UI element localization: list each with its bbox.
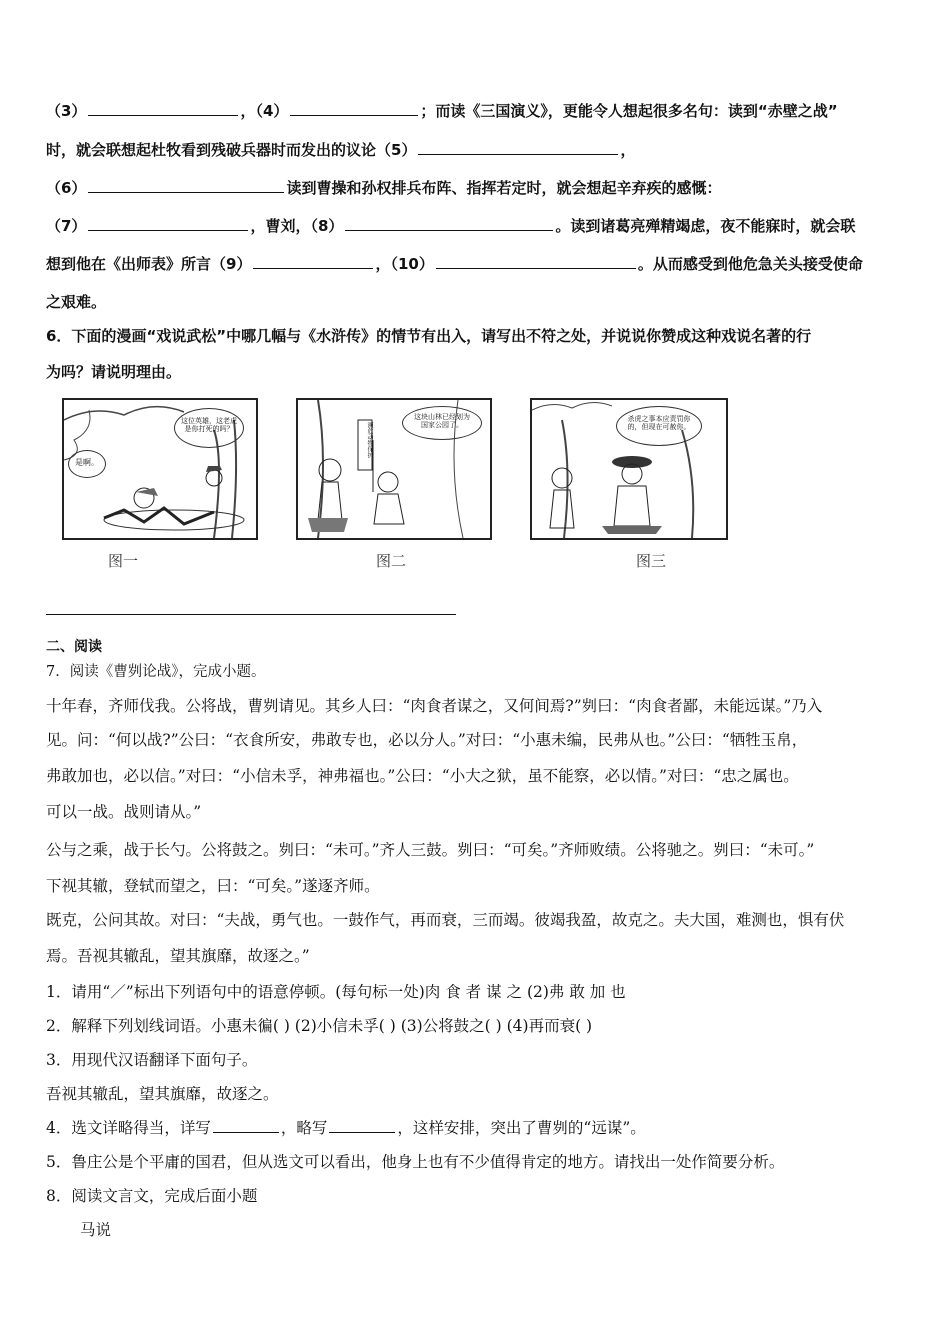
q5-text-1: ；而读《三国演义》，更能令人想起很多名句：读到“赤壁之战”	[420, 102, 838, 120]
comic-panel-3	[530, 398, 728, 540]
q5-label-3: （3）	[46, 102, 87, 120]
sign-board: 濒危动物保护	[366, 422, 373, 458]
q5-text-5: 。从而感受到他危急关头接受使命	[637, 255, 863, 273]
q5-label-4: ，（4）	[240, 102, 289, 120]
answer-blank-detailed[interactable]	[213, 1118, 279, 1133]
passage-line-8: 焉。吾视其辙乱，望其旗靡，故逐之。”	[46, 947, 310, 965]
q5-comma: ，	[620, 141, 636, 159]
answer-blank-10[interactable]	[436, 254, 636, 269]
caption-figure-2: 图二	[376, 552, 407, 570]
speech-bubble-1b: 是啊。	[68, 450, 106, 478]
q5-line-3	[46, 177, 721, 198]
caption-figure-1: 图一	[108, 552, 139, 570]
answer-blank-6[interactable]	[88, 178, 284, 193]
q5-line-5	[46, 253, 863, 274]
passage-line-1: 十年春，齐师伐我。公将战，曹刿请见。其乡人曰：“肉食者谋之，又何间焉?”刿曰：“肉食者鄙，未能远谋。”乃入	[46, 697, 823, 715]
q6-line-2: 为吗？请说明理由。	[46, 363, 182, 381]
q5-text-2: 时，就会联想起杜牧看到残破兵器时而发出的议论（5）	[46, 141, 417, 159]
subquestion-4	[46, 1116, 646, 1138]
subquestion-5: 5．鲁庄公是个平庸的国君，但从选文可以看出，他身上也有不少值得肯定的地方。请找出一处作简要分析。	[46, 1153, 785, 1171]
q6-line-1: 6．下面的漫画“戏说武松”中哪几幅与《水浒传》的情节有出入，请写出不符之处，并说说你赞成这种戏说名著的行	[46, 327, 812, 345]
q5-text-4: 。读到诸葛亮殚精竭虑，夜不能寐时，就会联	[555, 217, 856, 235]
section-heading: 二、阅读	[46, 639, 102, 655]
answer-blank-9[interactable]	[253, 254, 373, 269]
answer-blank-5[interactable]	[418, 140, 618, 155]
q5-label-10: ，（10）	[375, 255, 434, 273]
subquestion-4-text-b: ，略写	[280, 1119, 328, 1137]
caption-figure-3: 图三	[636, 552, 667, 570]
q7-title: 7．阅读《曹刿论战》，完成小题。	[46, 664, 266, 680]
comic-panel-1	[62, 398, 258, 540]
q5-label-9: 想到他在《出师表》所言（9）	[46, 255, 252, 273]
answer-blank-3[interactable]	[88, 101, 238, 116]
q5-text-3: 读到曹操和孙权排兵布阵、指挥若定时，就会想起辛弃疾的感慨：	[286, 179, 722, 197]
passage-line-6: 下视其辙，登轼而望之，曰：“可矣。”遂逐齐师。	[46, 877, 380, 895]
answer-blank-7[interactable]	[88, 216, 248, 231]
passage-line-5: 公与之乘，战于长勺。公将鼓之。刿曰：“未可。”齐人三鼓。刿曰：“可矣。”齐师败绩。公将驰之。刿曰：“未可。”	[46, 841, 815, 859]
q5-line-1	[46, 100, 838, 121]
subquestion-3-sentence: 吾视其辙乱，望其旗靡，故逐之。	[46, 1085, 279, 1103]
subquestion-4-text-c: ，这样安排，突出了曹刿的“远谋”。	[397, 1119, 646, 1137]
passage-line-7: 既克，公问其故。对曰：“夫战，勇气也。一鼓作气，再而衰，三而竭。彼竭我盈，故克之。夫大国，难测也，惧有伏	[46, 911, 845, 929]
speech-bubble-3: 杀虎之事本应责罚你的，但现在可赦你。	[616, 406, 702, 446]
q5-line-4	[46, 215, 855, 236]
q5-label-6: （6）	[46, 179, 87, 197]
answer-line[interactable]	[46, 614, 456, 615]
q5-label-7: （7）	[46, 217, 87, 235]
q5-line-2	[46, 139, 635, 160]
q5-line-6: 之艰难。	[46, 293, 107, 311]
speech-bubble-2: 这块山林已经划为国家公园了。	[402, 406, 482, 440]
subquestion-4-text-a: 4．选文详略得当，详写	[46, 1119, 211, 1137]
passage-line-2: 见。问：“何以战?”公曰：“衣食所安，弗敢专也，必以分人。”对曰：“小惠未编，民弗从也。”公曰：“牺牲玉帛，	[46, 731, 808, 749]
q8-passage-title: 马说	[80, 1221, 112, 1239]
answer-blank-4[interactable]	[290, 101, 418, 116]
answer-blank-8[interactable]	[345, 216, 553, 231]
speech-bubble-1a: 这位英雄，这老虎是你打死的吗？	[174, 408, 244, 448]
q5-label-8: ，曹刘，（8）	[250, 217, 344, 235]
subquestion-2: 2．解释下列划线词语。小惠未徧( ) (2)小信未孚( ) (3)公将鼓之( ) (4)再而衰( )	[46, 1017, 593, 1035]
comic-panel-2	[296, 398, 492, 540]
answer-blank-brief[interactable]	[329, 1118, 395, 1133]
subquestion-3: 3．用现代汉语翻译下面句子。	[46, 1051, 258, 1069]
passage-line-3: 弗敢加也，必以信。”对曰：“小信未孚，神弗福也。”公曰：“小大之狱，虽不能察，必以情。”对曰：“忠之属也。	[46, 767, 799, 785]
q8-title: 8．阅读文言文，完成后面小题	[46, 1187, 258, 1205]
subquestion-1: 1．请用“／”标出下列语句中的语意停顿。(每句标一处)肉 食 者 谋 之 (2)弗 敢 加 也	[46, 983, 626, 1001]
passage-line-4: 可以一战。战则请从。”	[46, 803, 202, 821]
